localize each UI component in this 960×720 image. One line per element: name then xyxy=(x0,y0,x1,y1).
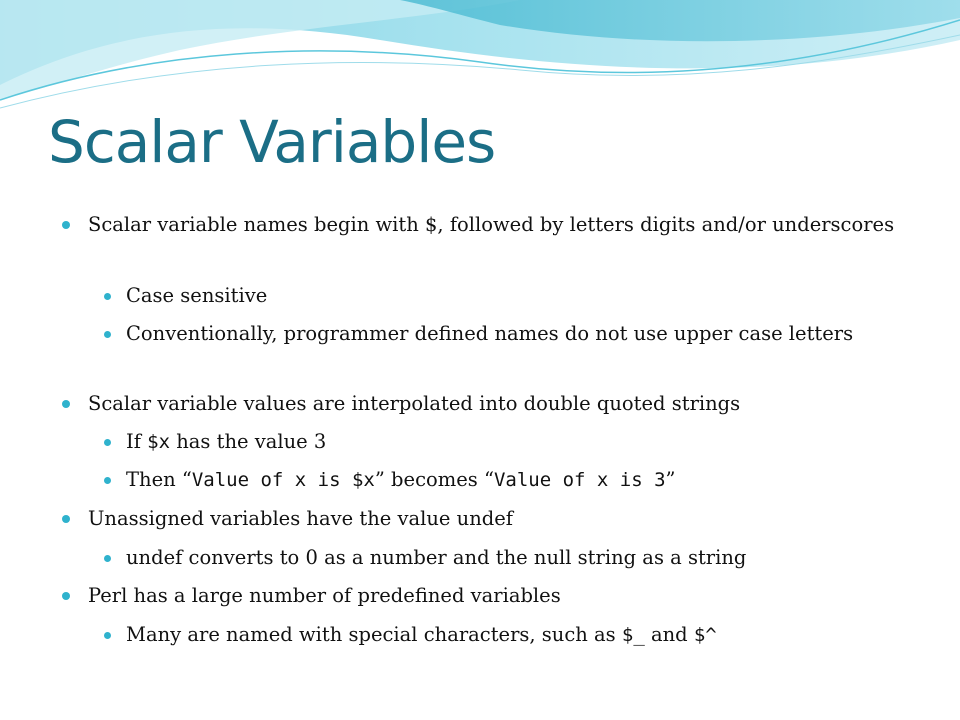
code-span: $_ xyxy=(621,624,645,646)
bullet-conventionally xyxy=(126,319,906,349)
bullet-predefined xyxy=(88,581,908,611)
slide-title: Scalar Variables xyxy=(48,108,496,176)
code-span: $^ xyxy=(693,624,717,646)
bullet-dot-icon xyxy=(104,293,111,300)
code-span: $x xyxy=(147,431,171,453)
text-span: and xyxy=(644,623,694,646)
bullet-text: Scalar variable names begin with $, followed by letters digits and/or underscores xyxy=(88,213,895,236)
bullet-dot-icon xyxy=(62,592,70,600)
bullet-unassigned xyxy=(88,504,908,534)
bullet-dot-icon xyxy=(104,632,111,639)
bullet-undef-converts xyxy=(126,543,906,573)
code-span: Value of x is 3 xyxy=(493,469,666,491)
bullet-dot-icon xyxy=(62,400,70,408)
bullet-scalar-names xyxy=(88,210,908,240)
bullet-dot-icon xyxy=(104,439,111,446)
bullet-dot-icon xyxy=(104,331,111,338)
decorative-wave-banner xyxy=(0,0,960,120)
text-span: Many are named with special characters, such as xyxy=(126,623,622,646)
bullet-dot-icon xyxy=(62,221,70,229)
bullet-text: Perl has a large number of predefined variables xyxy=(88,584,561,607)
bullet-then-becomes xyxy=(126,465,906,495)
bullet-special-chars xyxy=(126,620,906,650)
bullet-interpolated xyxy=(88,389,908,419)
bullet-dot-icon xyxy=(104,477,111,484)
text-span: ” xyxy=(665,468,676,491)
bullet-text: Case sensitive xyxy=(126,284,268,307)
bullet-text: undef converts to 0 as a number and the null string as a string xyxy=(126,546,747,569)
bullet-if-x xyxy=(126,427,906,457)
text-span: ” becomes “ xyxy=(374,468,494,491)
code-span: Value of x is $x xyxy=(191,469,375,491)
bullet-text: Unassigned variables have the value undef xyxy=(88,507,514,530)
bullet-text: Conventionally, programmer defined names do not use upper case letters xyxy=(126,322,854,345)
bullet-dot-icon xyxy=(104,555,111,562)
bullet-text: Scalar variable values are interpolated into double quoted strings xyxy=(88,392,741,415)
bullet-dot-icon xyxy=(62,515,70,523)
text-span: has the value 3 xyxy=(170,430,327,453)
text-span: If xyxy=(126,430,148,453)
text-span: Then “ xyxy=(126,468,192,491)
bullet-case-sensitive xyxy=(126,281,906,311)
